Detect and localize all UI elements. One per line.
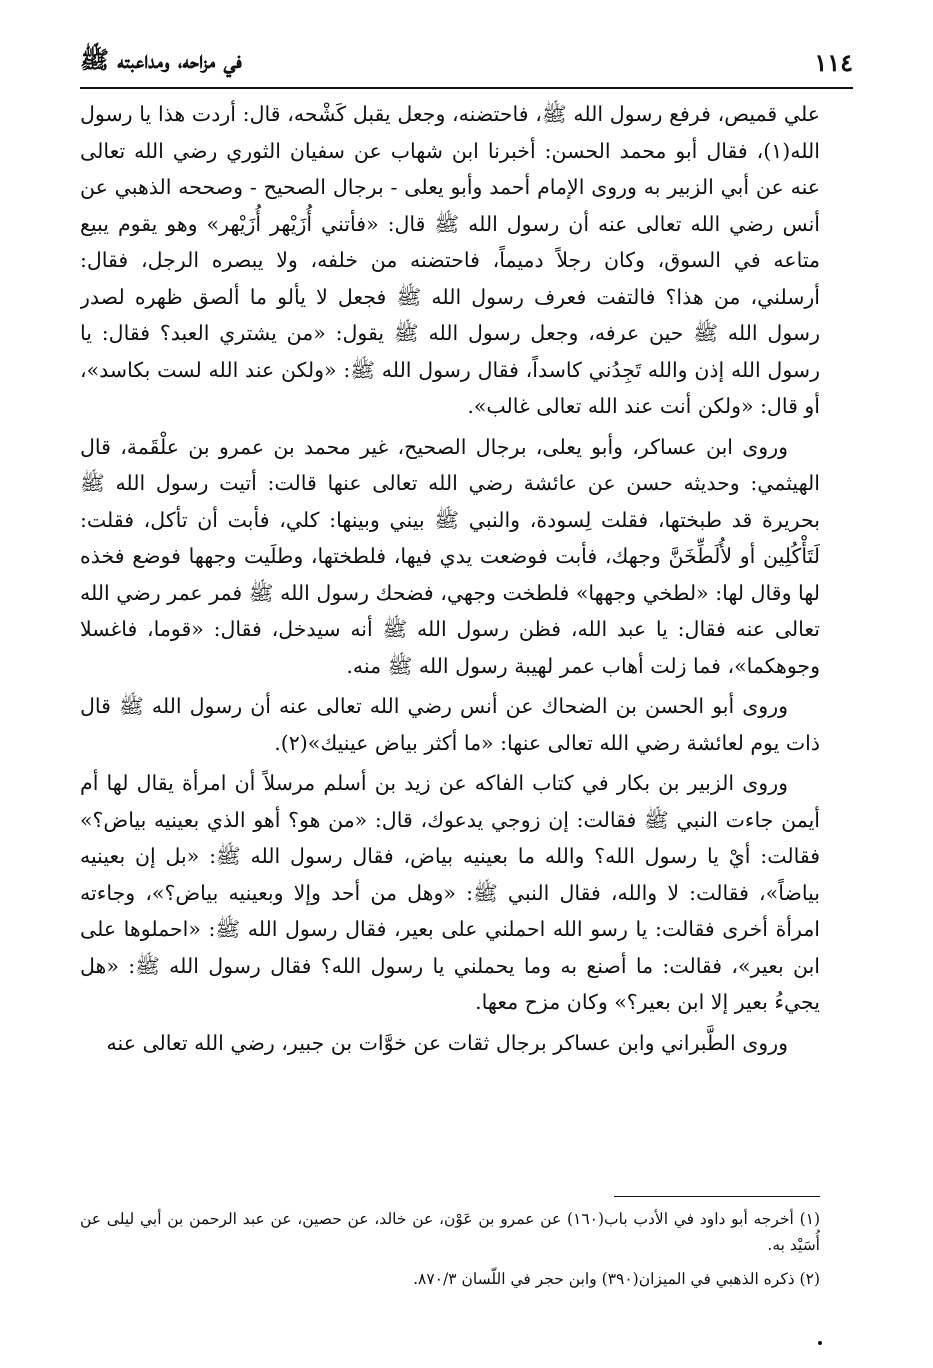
paragraph: وروى ابن عساكر، وأبو يعلى، برجال الصحيح، غير محمد بن عمرو بن علْقَمة، قال الهيثمي: وحديثه حسن عن عائشة رضي الله تعالى عنها قالت: أتيت رسول الله ﷺ بحريرة قد طبختها، فقلت لِسودة، والنبي ﷺ بيني وبينها: كلي، فأبت أن تأكل، فقلت: لَتَأْكُلِين أو لأُلَطِّخَنَّ وجهك، فأبت فوضعت يدي فيها، فلطختها، وطلَيت وجهها فوضع فخذه لها وقال لها: «لطخي وجهها» فلطخت وجهي، فضحك رسول الله ﷺ فمر عمر رضي الله تعالى عنه فقال: يا عبد الله، فظن رسول الله ﷺ أنه سيدخل، فقال: «قوما، فاغسلا وجوهكما»، فما زلت أهاب عمر لهيبة رسول الله ﷺ منه. <box>80 434 820 678</box>
footnote: (٢) ذكره الذهبي في الميزان(٣٩٠) وابن حجر في اللّسان ٨٧٠/٣. <box>413 1270 820 1288</box>
paragraph: وروى الزبير بن بكار في كتاب الفاكه عن زيد بن أسلم مرسلاً أن امرأة يقال لها أم أيمن جاءت النبي ﷺ فقالت: إن زوجي يدعوك، قال: «من هو؟ أهو الذي بعينيه بياض؟» فقالت: أيْ يا رسول الله؟ والله ما بعينيه بياض، فقال رسول الله ﷺ: «بل إن بعينيه بياضاً»، فقالت: لا والله، فقال النبي ﷺ: «وهل من أحد وإلا وبعينيه بياض؟»، وجاءته امرأة أخرى فقالت: يا رسو الله احملني على بعير، فقال رسول الله ﷺ: «احملوها على ابن بعير»، فقالت: ما أصنع به وما يحملني يا رسول الله؟ فقال رسول الله ﷺ: «هل يجيءُ بعير إلا ابن بعير؟» وكان مزح معها. <box>80 771 820 1014</box>
header-divider <box>80 87 853 89</box>
footnotes <box>80 1206 820 1356</box>
footnote-divider <box>614 1196 820 1197</box>
paragraph: وروى أبو الحسن بن الضحاك عن أنس رضي الله تعالى عنه أن رسول الله ﷺ قال ذات يوم لعائشة رضي الله تعالى عنها: «ما أكثر بياض عينيك»(٢). <box>80 694 820 755</box>
page-number: ١١٤ <box>814 47 853 77</box>
paragraph: علي قميص، فرفع رسول الله ﷺ، فاحتضنه، وجعل يقبل كَشْحه، قال: أردت هذا يا رسول الله(١)، فقال أبو محمد الحسن: أخبرنا ابن شهاب عن سفيان الثوري رضي الله تعالى عنه عن أبي الزبير به وروى الإمام أحمد وأبو يعلى - برجال الصحيح - وصححه الذهبي عن أنس رضي الله تعالى عنه أن رسول الله ﷺ قال: «فأتني أُزَيْهر أُزَيْهر» وهو يقوم يبيع متاعه في السوق، وكان رجلاً دميماً، فاحتضنه من خلفه، ولا يبصره الرجل، فقال: أرسلني، من هذا؟ فالتفت فعرف رسول الله ﷺ فجعل لا يألو ما ألصق ظهره لصدر رسول الله ﷺ حين عرفه، وجعل رسول الله ﷺ يقول: «من يشتري العبد؟ فقال: يا رسول الله إذن والله تَجِدُني كاسداً، فقال رسول الله ﷺ: «ولكن عند الله لست بكاسد»، أو قال: «ولكن أنت عند الله تعالى غالب». <box>80 102 820 418</box>
footnote: (١) أخرجه أبو داود في الأدب باب(١٦٠) عن عمرو بن عَوْن، عن خالد، عن حصين، عن عبد الرحمن بن أبي ليلى عن أُسَيْد به. <box>80 1210 820 1254</box>
running-title: في مزاحه، ومداعبته ﷺ <box>80 44 242 74</box>
paragraph: وروى الطَّبراني وابن عساكر برجال ثقات عن خوَّات بن جبير، رضي الله تعالى عنه <box>106 1030 788 1055</box>
main-text <box>80 96 820 1186</box>
page-header <box>80 40 853 84</box>
page-mark <box>818 1341 822 1345</box>
